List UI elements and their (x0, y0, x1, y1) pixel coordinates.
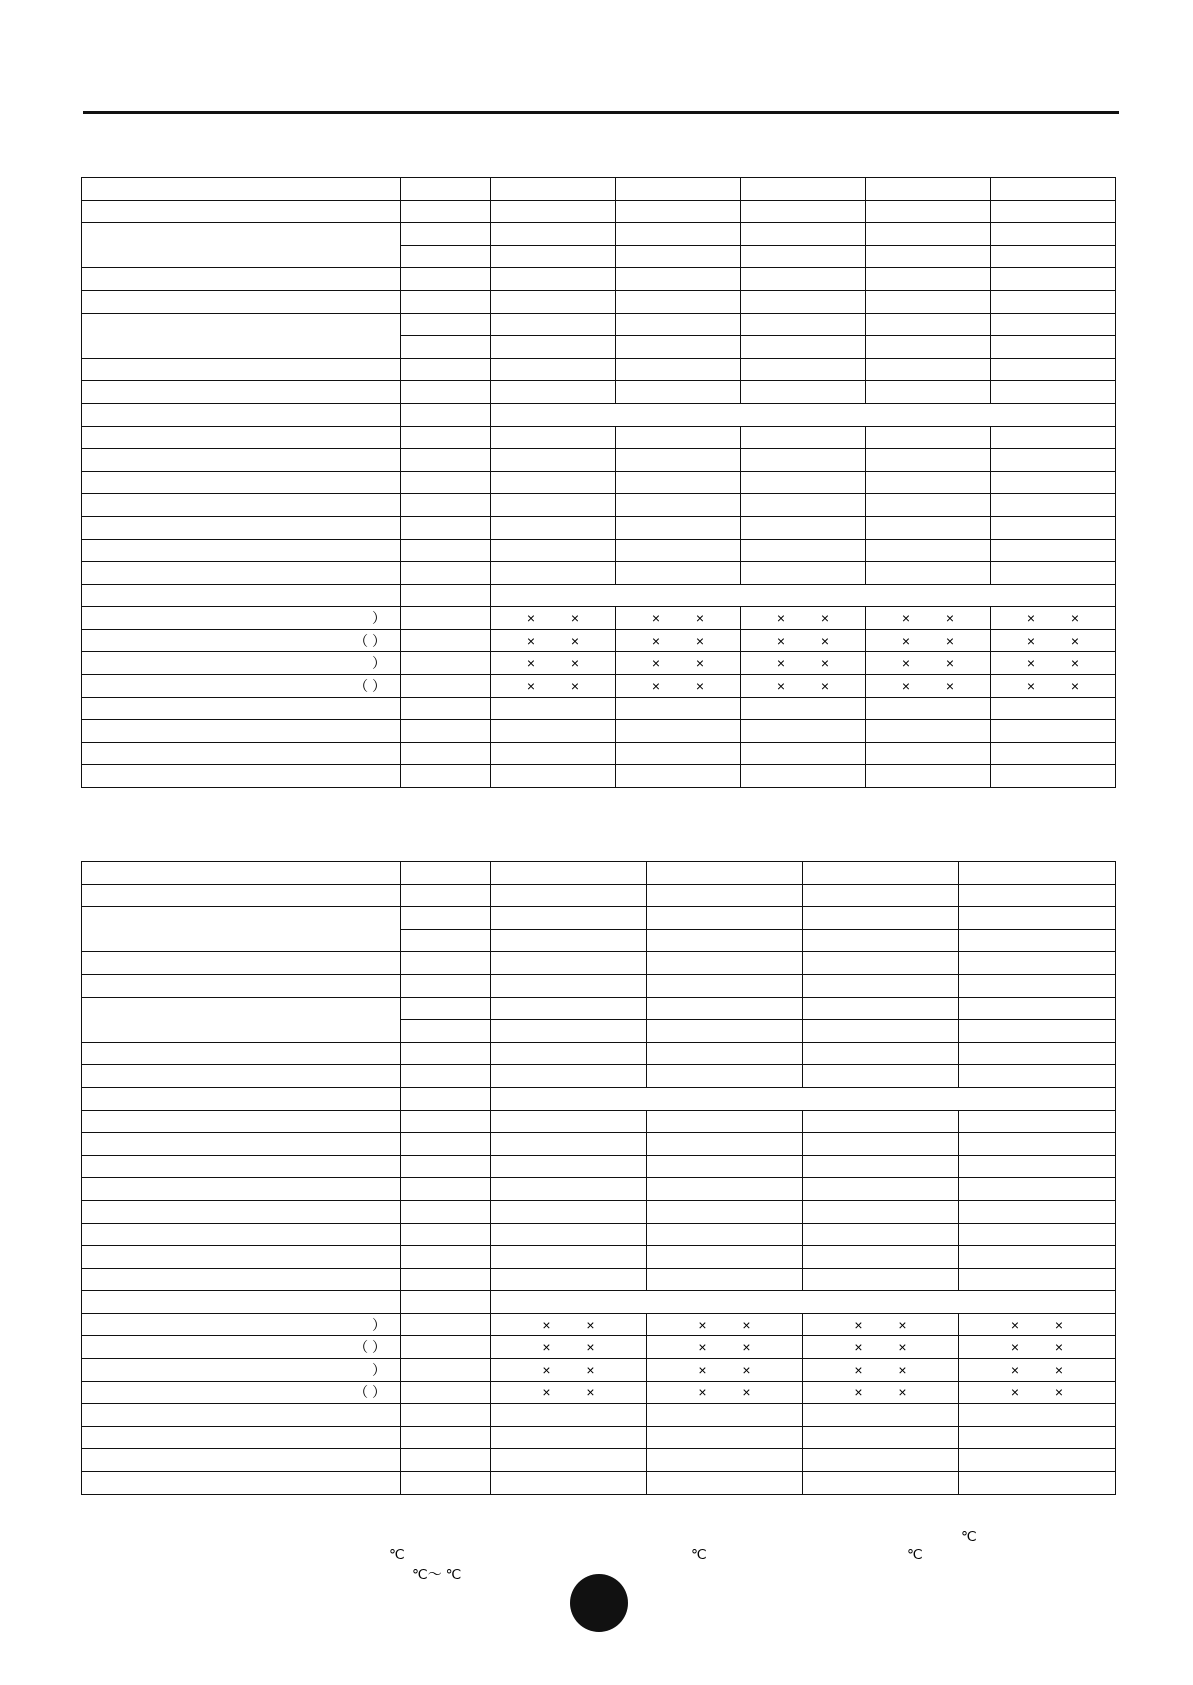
times-sign: × (526, 655, 536, 672)
times-sign: × (1054, 1361, 1064, 1378)
table-row (82, 862, 1116, 885)
table-row (82, 1065, 1116, 1088)
times-sign: × (695, 677, 705, 694)
table-row (82, 720, 1116, 743)
times-sign: × (854, 1361, 863, 1378)
times-sign: × (1010, 1384, 1020, 1401)
table-row (82, 178, 1116, 201)
table-row (82, 1223, 1116, 1246)
table-row (82, 974, 1116, 997)
table-row (82, 997, 1116, 1020)
table-row (82, 1200, 1116, 1223)
times-sign: × (1026, 632, 1036, 649)
times-sign: × (776, 632, 786, 649)
table-row (82, 268, 1116, 291)
times-sign: × (1026, 677, 1036, 694)
table-row (82, 403, 1116, 426)
times-sign: × (945, 632, 955, 649)
table-row (82, 1110, 1116, 1133)
times-sign: × (1054, 1316, 1064, 1333)
times-sign: × (898, 1339, 907, 1356)
times-sign: × (1070, 677, 1080, 694)
times-sign: × (1070, 610, 1080, 627)
times-sign: × (526, 632, 536, 649)
footnote-degree-range: ℃～ ℃ (412, 1566, 462, 1582)
table-row (82, 1404, 1116, 1427)
table-row (82, 742, 1116, 765)
table-row (82, 494, 1116, 517)
table-row (82, 1178, 1116, 1201)
page-number-badge (570, 1574, 628, 1632)
times-sign: × (526, 610, 536, 627)
table-row (82, 1246, 1116, 1269)
times-sign: × (776, 655, 786, 672)
table-row (82, 1155, 1116, 1178)
times-sign: × (854, 1339, 863, 1356)
times-sign: × (1070, 632, 1080, 649)
table-row (82, 562, 1116, 585)
times-sign: × (901, 632, 911, 649)
spec-table-2 (81, 861, 1116, 1495)
footnote-degree: ℃ (691, 1546, 707, 1562)
table-row (82, 290, 1116, 313)
times-sign: × (586, 1339, 595, 1356)
times-sign: × (945, 610, 955, 627)
paren-pair: （ ） (354, 677, 386, 694)
table-row (82, 449, 1116, 472)
spec-table-1 (81, 177, 1116, 788)
table-row (82, 223, 1116, 246)
times-sign: × (570, 655, 580, 672)
times-sign: × (1010, 1361, 1020, 1378)
times-sign: × (695, 655, 705, 672)
paren-close: ） (372, 1316, 386, 1333)
times-sign: × (570, 677, 580, 694)
table-row (82, 629, 1116, 652)
times-sign: × (698, 1316, 707, 1333)
paren-pair: （ ） (354, 632, 386, 649)
table-row (82, 1042, 1116, 1065)
table-row (82, 584, 1116, 607)
times-sign: × (570, 632, 580, 649)
header-rule (83, 111, 1119, 114)
table-row (82, 697, 1116, 720)
table-row (82, 1291, 1116, 1314)
table-row (82, 1336, 1116, 1359)
paren-close: ） (372, 655, 386, 672)
paren-close: ） (372, 1361, 386, 1378)
times-sign: × (542, 1384, 551, 1401)
times-sign: × (1070, 655, 1080, 672)
table-row (82, 907, 1116, 930)
table-row (82, 1381, 1116, 1404)
table-row (82, 652, 1116, 675)
times-sign: × (945, 655, 955, 672)
times-sign: × (945, 677, 955, 694)
table-row (82, 765, 1116, 788)
times-sign: × (901, 655, 911, 672)
footnote-degree: ℃ (389, 1546, 405, 1562)
times-sign: × (526, 677, 536, 694)
times-sign: × (820, 677, 830, 694)
footnote-degree: ℃ (907, 1546, 923, 1562)
times-sign: × (651, 677, 661, 694)
times-sign: × (901, 610, 911, 627)
times-sign: × (586, 1316, 595, 1333)
times-sign: × (1054, 1339, 1064, 1356)
table-row (82, 1449, 1116, 1472)
paren-close: ） (372, 610, 386, 627)
table-row (82, 607, 1116, 630)
times-sign: × (854, 1316, 863, 1333)
times-sign: × (901, 677, 911, 694)
footnote-degree: ℃ (961, 1528, 977, 1544)
times-sign: × (695, 610, 705, 627)
times-sign: × (820, 655, 830, 672)
times-sign: × (586, 1361, 595, 1378)
times-sign: × (742, 1384, 751, 1401)
paren-pair: （ ） (354, 1339, 386, 1356)
times-sign: × (542, 1316, 551, 1333)
table-row (82, 313, 1116, 336)
times-sign: × (820, 610, 830, 627)
table-row (82, 884, 1116, 907)
times-sign: × (1054, 1384, 1064, 1401)
times-sign: × (898, 1316, 907, 1333)
table-row (82, 381, 1116, 404)
table-row (82, 471, 1116, 494)
times-sign: × (651, 632, 661, 649)
times-sign: × (570, 610, 580, 627)
times-sign: × (698, 1384, 707, 1401)
times-sign: × (651, 655, 661, 672)
times-sign: × (898, 1361, 907, 1378)
table-row (82, 1133, 1116, 1156)
times-sign: × (698, 1339, 707, 1356)
times-sign: × (698, 1361, 707, 1378)
times-sign: × (776, 677, 786, 694)
table-row (82, 539, 1116, 562)
times-sign: × (742, 1339, 751, 1356)
table-row (82, 1087, 1116, 1110)
table-row (82, 1426, 1116, 1449)
times-sign: × (1010, 1316, 1020, 1333)
times-sign: × (742, 1361, 751, 1378)
paren-pair: （ ） (354, 1384, 386, 1401)
table-row (82, 358, 1116, 381)
times-sign: × (854, 1384, 863, 1401)
times-sign: × (776, 610, 786, 627)
table-row (82, 1359, 1116, 1382)
times-sign: × (820, 632, 830, 649)
times-sign: × (695, 632, 705, 649)
times-sign: × (542, 1339, 551, 1356)
times-sign: × (742, 1316, 751, 1333)
table-row (82, 1268, 1116, 1291)
table-row (82, 516, 1116, 539)
table-row (82, 952, 1116, 975)
table-row (82, 200, 1116, 223)
times-sign: × (542, 1361, 551, 1378)
table-row (82, 675, 1116, 698)
times-sign: × (1026, 655, 1036, 672)
times-sign: × (1026, 610, 1036, 627)
times-sign: × (586, 1384, 595, 1401)
times-sign: × (1010, 1339, 1020, 1356)
times-sign: × (898, 1384, 907, 1401)
table-row (82, 1472, 1116, 1495)
times-sign: × (651, 610, 661, 627)
table-row (82, 1313, 1116, 1336)
table-row (82, 426, 1116, 449)
